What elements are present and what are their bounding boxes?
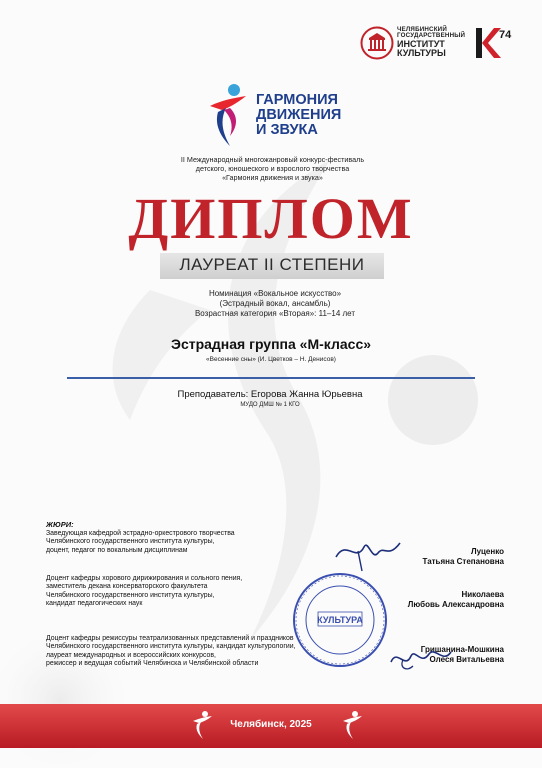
festival-title-line1: ГАРМОНИЯ — [256, 92, 338, 108]
jury-desc-line: доцент, педагог по вокальным дисциплинам — [46, 546, 188, 554]
school-name: МУДО ДМШ № 1 КГО — [240, 402, 300, 408]
nomination-line1: Номинация «Вокальное искусство» — [208, 289, 342, 298]
song-title: «Весенние сны» (И. Цветков – Н. Денисов) — [206, 356, 336, 363]
festival-subtitle-line2: детского, юношеского и взрослого творчества — [195, 164, 350, 173]
winner-name: Эстрадная группа «М-класс» — [170, 336, 372, 352]
jury-desc-line: Доцент кафедры режиссуры театрализованных представлений и праздников — [46, 635, 294, 642]
festival-title — [256, 93, 396, 138]
k74-number: 74 — [499, 29, 512, 41]
jury-desc-line: Челябинского государственного института культуры, — [46, 591, 215, 599]
nomination-block — [170, 289, 380, 319]
jury-surname: Луценко — [470, 547, 504, 556]
jury-desc-line: Челябинского государственного института культуры, кандидат культурологии, — [46, 643, 296, 651]
festival-dancer-icon — [200, 80, 252, 150]
institute-line2: ИНСТИТУТ — [397, 39, 445, 50]
k74-logo-icon — [474, 26, 514, 60]
jury-heading: ЖЮРИ: — [46, 520, 74, 529]
jury-desc-line: Доцент кафедры хорового дирижирования и сольного пения, — [46, 575, 243, 582]
teacher-name: Преподаватель: Егорова Жанна Юрьевна — [177, 389, 363, 400]
signature-icon — [385, 640, 465, 680]
jury-member-description — [46, 530, 346, 555]
jury-surname: Николаева — [461, 590, 504, 599]
diploma-title: ДИПЛОМ — [128, 186, 414, 251]
jury-member-name — [423, 547, 505, 567]
jury-desc-line: Заведующая кафедрой эстрадно-оркестрового творчества — [46, 530, 235, 537]
institute-emblem-icon — [360, 26, 394, 60]
institute-line3: КУЛЬТУРЫ — [397, 48, 446, 59]
jury-member-name — [408, 590, 504, 610]
jury-desc-line: Челябинского государственного института культуры, — [46, 538, 215, 546]
jury-given-name: Татьяна Степановна — [422, 557, 504, 566]
festival-title-line3: И ЗВУКА — [256, 122, 318, 138]
institute-line1: ЧЕЛЯБИНСКИЙ ГОСУДАРСТВЕННЫЙ — [397, 26, 466, 40]
nomination-line2: (Эстрадный вокал, ансамбль) — [219, 299, 331, 308]
laureate-degree: ЛАУРЕАТ II СТЕПЕНИ — [179, 255, 365, 274]
jury-desc-line: заместитель декана консерваторского факультета — [46, 583, 208, 591]
footer-dancer-icon — [340, 709, 364, 741]
festival-title-line2: ДВИЖЕНИЯ — [256, 107, 342, 123]
jury-desc-line: режиссер и ведущая событий Челябинска и Челябинской области — [46, 660, 259, 668]
footer-city-year: Челябинск, 2025 — [230, 719, 312, 730]
jury-desc-line: кандидат педагогических наук — [46, 600, 143, 608]
age-category: Возрастная категория «Вторая»: 11–14 лет — [194, 309, 356, 318]
jury-given-name: Олеся Витальевна — [429, 655, 504, 664]
official-stamp-icon — [290, 570, 390, 670]
festival-subtitle-line3: «Гармония движения и звука» — [222, 173, 323, 182]
festival-subtitle — [120, 155, 425, 182]
institute-name — [397, 27, 467, 58]
stamp-center-text: КУЛЬТУРА — [317, 615, 363, 625]
jury-surname: Гришанина-Мошкина — [420, 645, 504, 654]
jury-given-name: Любовь Александровна — [407, 600, 504, 609]
festival-subtitle-line1: II Международный многожанровый конкурс-фестиваль — [180, 155, 365, 164]
jury-desc-line: лауреат международных и всероссийских конкурсов, — [46, 651, 216, 659]
signature-icon — [328, 533, 408, 573]
divider-line — [67, 377, 475, 379]
